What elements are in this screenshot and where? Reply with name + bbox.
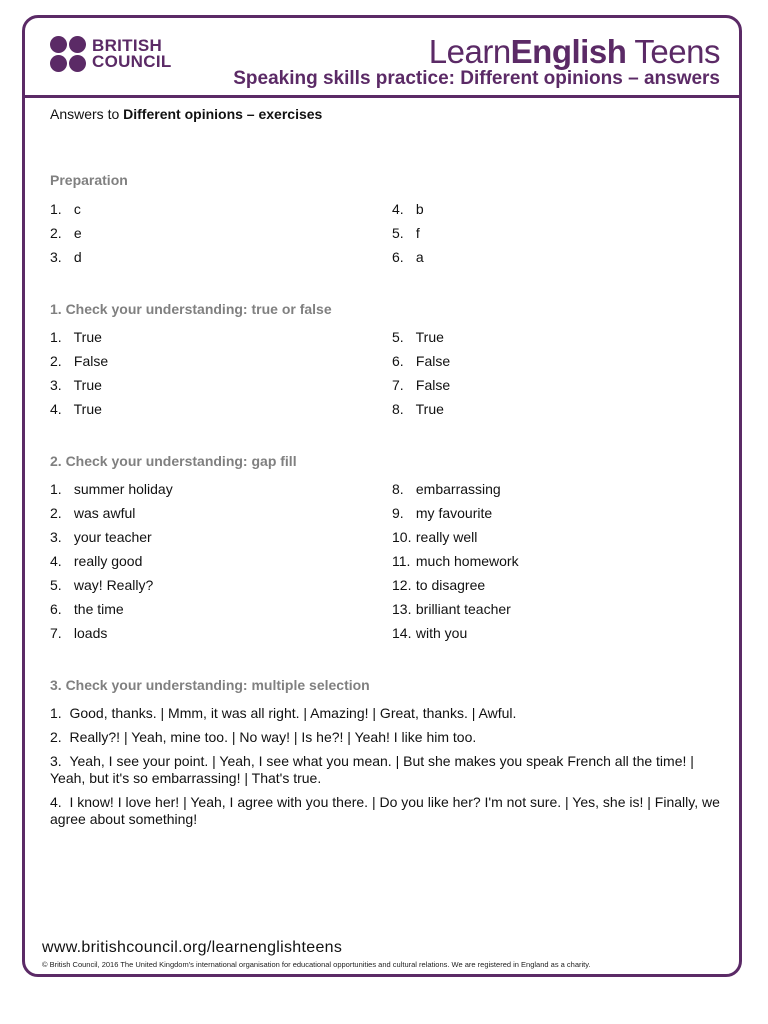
answer-number: 7. (392, 377, 404, 393)
multiple-selection-item (50, 729, 720, 746)
answer-text: c (73, 201, 81, 217)
answer-text: the time (73, 601, 124, 617)
answer-number: 2. (50, 353, 62, 369)
answer-number: 2. (50, 225, 62, 241)
learnenglish-teens-brand (429, 33, 720, 71)
answer-number: 10. (392, 529, 412, 545)
answer-item (50, 529, 173, 553)
answer-text: way! Really? (73, 577, 154, 593)
answer-text: True (415, 329, 444, 345)
answer-number: 2. (50, 729, 62, 745)
answer-number: 1. (50, 705, 62, 721)
answer-item (392, 601, 519, 625)
british-council-logo (50, 36, 172, 72)
answer-number: 4. (50, 553, 62, 569)
answer-item (392, 225, 424, 249)
answer-item (392, 529, 519, 553)
answer-text: my favourite (415, 505, 493, 521)
answer-number: 3. (50, 529, 62, 545)
answer-number: 9. (392, 505, 404, 521)
answer-text: False (415, 377, 451, 393)
answer-text: f (415, 225, 420, 241)
answer-item (392, 377, 450, 401)
answer-text: to disagree (415, 577, 486, 593)
answer-number: 6. (392, 353, 404, 369)
answer-number: 7. (50, 625, 62, 641)
answer-text: embarrassing (415, 481, 501, 497)
answer-text: True (73, 329, 102, 345)
answer-item (50, 249, 82, 273)
answer-number: 5. (392, 329, 404, 345)
answer-number: 6. (50, 601, 62, 617)
true-false-left-column (50, 329, 108, 425)
true-false-right-column (392, 329, 450, 425)
logo-dots-icon (50, 36, 86, 72)
brand-learn: Learn (428, 33, 511, 70)
answer-number: 4. (50, 794, 62, 810)
answer-item (50, 377, 108, 401)
preparation-right-column (392, 201, 424, 273)
answer-item (392, 625, 519, 649)
answer-number: 3. (50, 753, 62, 769)
answer-text: Really?! | Yeah, mine too. | No way! | Is he?! | Yeah! I like him too. (69, 729, 477, 745)
answer-number: 3. (50, 249, 62, 265)
answer-number: 3. (50, 377, 62, 393)
answer-text: with you (415, 625, 468, 641)
answer-number: 4. (50, 401, 62, 417)
multiple-selection-list (50, 705, 720, 835)
brand-teens: Teens (626, 33, 720, 70)
answer-text: b (415, 201, 424, 217)
answer-text: much homework (415, 553, 519, 569)
answer-text: Yeah, I see your point. | Yeah, I see what you mean. | But she makes you speak French all the time! | Yeah, but it's so embarrassing! | That's true. (50, 753, 694, 786)
header-divider (22, 95, 742, 98)
answer-text: False (415, 353, 451, 369)
section-title-gap-fill: 2. Check your understanding: gap fill (50, 453, 297, 469)
answer-item (50, 401, 108, 425)
answer-item (50, 329, 108, 353)
answer-text: I know! I love her! | Yeah, I agree with you there. | Do you like her? I'm not sure. | Yes, she is! | Finally, we agree about something! (50, 794, 720, 827)
answer-item (392, 401, 450, 425)
answer-item (392, 505, 519, 529)
answer-number: 1. (50, 329, 62, 345)
answer-number: 5. (392, 225, 404, 241)
answer-item (392, 249, 424, 273)
intro-line (50, 106, 322, 122)
answer-text: your teacher (73, 529, 152, 545)
answer-number: 8. (392, 401, 404, 417)
answer-item (50, 505, 173, 529)
section-title-multiple-selection: 3. Check your understanding: multiple selection (50, 677, 370, 693)
page-title: Speaking skills practice: Different opinions – answers (233, 68, 720, 89)
answer-item (50, 625, 173, 649)
answer-number: 11. (392, 553, 411, 569)
footer-copyright: © British Council, 2016 The United Kingdom's international organisation for educational opportunities and cultural relations. We are registered in England as a charity. (42, 960, 591, 969)
multiple-selection-item (50, 705, 720, 722)
answer-number: 14. (392, 625, 412, 641)
answer-number: 4. (392, 201, 404, 217)
answer-text: d (73, 249, 82, 265)
logo-line1: BRITISH (92, 36, 163, 55)
answer-text: really good (73, 553, 143, 569)
answer-item (50, 201, 82, 225)
answer-text: loads (73, 625, 108, 641)
intro-prefix: Answers to (50, 106, 124, 122)
answer-number: 6. (392, 249, 404, 265)
answer-item (50, 481, 173, 505)
answer-number: 12. (392, 577, 412, 593)
gap-fill-right-column (392, 481, 519, 649)
answer-text: True (73, 377, 102, 393)
answer-item (392, 553, 519, 577)
answer-number: 1. (50, 481, 62, 497)
logo-line2: COUNCIL (92, 52, 172, 71)
answer-item (392, 577, 519, 601)
answer-text: Good, thanks. | Mmm, it was all right. | Amazing! | Great, thanks. | Awful. (69, 705, 517, 721)
gap-fill-left-column (50, 481, 173, 649)
intro-title: Different opinions – exercises (123, 106, 323, 122)
answer-number: 2. (50, 505, 62, 521)
answer-item (50, 577, 173, 601)
multiple-selection-item (50, 753, 720, 787)
answer-item (392, 329, 450, 353)
footer-url: www.britishcouncil.org/learnenglishteens (42, 939, 343, 956)
answer-item (392, 201, 424, 225)
section-title-preparation: Preparation (50, 172, 128, 188)
answer-item (50, 353, 108, 377)
answer-item (50, 601, 173, 625)
answer-item (50, 225, 82, 249)
answer-number: 5. (50, 577, 62, 593)
multiple-selection-item (50, 794, 720, 828)
answer-text: True (73, 401, 102, 417)
answer-number: 1. (50, 201, 62, 217)
answer-text: summer holiday (73, 481, 173, 497)
preparation-left-column (50, 201, 82, 273)
answer-text: a (415, 249, 424, 265)
answer-item (392, 353, 450, 377)
answer-text: was awful (73, 505, 136, 521)
answer-text: brilliant teacher (415, 601, 511, 617)
answer-number: 13. (392, 601, 412, 617)
answer-number: 8. (392, 481, 404, 497)
answer-text: e (73, 225, 82, 241)
answer-text: really well (415, 529, 478, 545)
brand-english: English (510, 33, 627, 70)
answer-text: False (73, 353, 109, 369)
answer-text: True (415, 401, 444, 417)
answer-item (50, 553, 173, 577)
section-title-true-false: 1. Check your understanding: true or false (50, 301, 332, 317)
answer-item (392, 481, 519, 505)
